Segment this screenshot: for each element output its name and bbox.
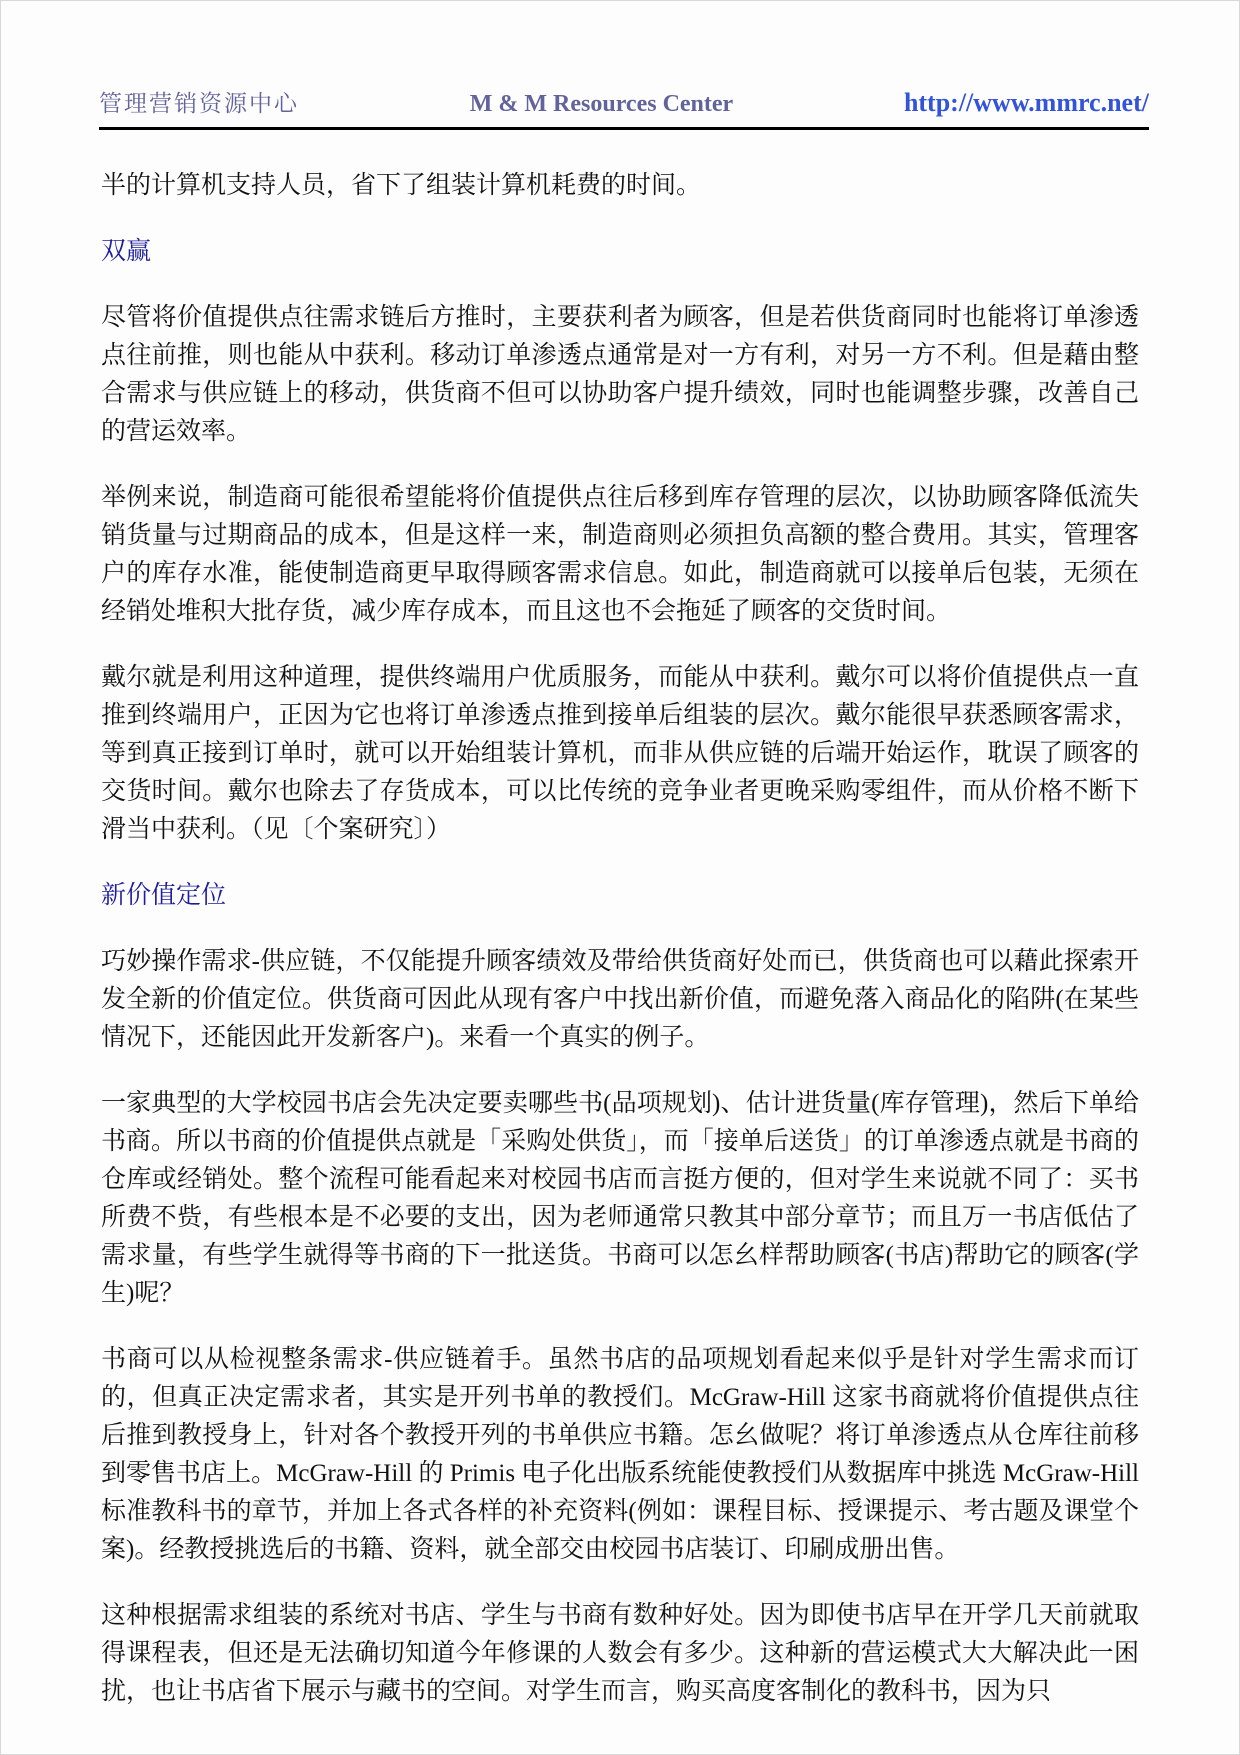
page-header xyxy=(99,1,1149,130)
paragraph: 尽管将价值提供点往需求链后方推时，主要获利者为顾客，但是若供货商同时也能将订单渗透点往前推，则也能从中获利。移动订单渗透点通常是对一方有利，对另一方不利。但是藉由整合需求与供应链上的移动，供货商不但可以协助客户提升绩效，同时也能调整步骤，改善自己的营运效率。 xyxy=(101,304,1139,445)
header-site-name-cn: 管理营销资源中心 xyxy=(99,91,299,116)
section-heading: 新价值定位 xyxy=(101,882,227,909)
section-heading: 双赢 xyxy=(101,238,152,265)
header-site-name-en: M & M Resources Center xyxy=(469,91,734,117)
paragraph: 半的计算机支持人员，省下了组装计算机耗费的时间。 xyxy=(101,172,702,199)
paragraph: 巧妙操作需求-供应链，不仅能提升顾客绩效及带给供货商好处而已，供货商也可以藉此探索开发全新的价值定位。供货商可因此从现有客户中找出新价值，而避免落入商品化的陷阱(在某些情况下，还能因此开发新客户)。来看一个真实的例子。 xyxy=(101,948,1139,1051)
header-url-link[interactable]: http://www.mmrc.net/ xyxy=(903,88,1149,117)
paragraph: 戴尔就是利用这种道理，提供终端用户优质服务，而能从中获利。戴尔可以将价值提供点一直推到终端用户，正因为它也将订单渗透点推到接单后组装的层次。戴尔能很早获悉顾客需求，等到真正接到订单时，就可以开始组装计算机，而非从供应链的后端开始运作，耽误了顾客的交货时间。戴尔也除去了存货成本，可以比传统的竞争业者更晚采购零组件，而从价格不断下滑当中获利。（见〔个案研究〕） xyxy=(101,664,1139,843)
paragraph: 举例来说，制造商可能很希望能将价值提供点往后移到库存管理的层次，以协助顾客降低流失销货量与过期商品的成本，但是这样一来，制造商则必须担负高额的整合费用。其实，管理客户的库存水准，能使制造商更早取得顾客需求信息。如此，制造商就可以接单后包装，无须在经销处堆积大批存货，减少库存成本，而且这也不会拖延了顾客的交货时间。 xyxy=(101,484,1139,625)
document-body xyxy=(101,130,1139,1711)
paragraph: 书商可以从检视整条需求-供应链着手。虽然书店的品项规划看起来似乎是针对学生需求而订的，但真正决定需求者，其实是开列书单的教授们。McGraw-Hill 这家书商就将价值提供点往后推到教授身上，针对各个教授开列的书单供应书籍。怎幺做呢？将订单渗透点从仓库往前移到零售书店上。McGraw-Hill 的 Primis 电子化出版系统能使教授们从数据库中挑选 McGraw-Hill 标准教科书的章节，并加上各式各样的补充资料(例如：课程目标、授课提示、考古题及课堂个案)。经教授挑选后的书籍、资料，就全部交由校园书店装订、印刷成册出售。 xyxy=(101,1346,1139,1563)
paragraph: 这种根据需求组装的系统对书店、学生与书商有数种好处。因为即使书店早在开学几天前就取得课程表，但还是无法确切知道今年修课的人数会有多少。这种新的营运模式大大解决此一困扰，也让书店省下展示与藏书的空间。对学生而言，购买高度客制化的教科书，因为只 xyxy=(101,1602,1139,1705)
paragraph: 一家典型的大学校园书店会先决定要卖哪些书(品项规划)、估计进货量(库存管理)，然后下单给书商。所以书商的价值提供点就是「采购处供货」，而「接单后送货」的订单渗透点就是书商的仓库或经销处。整个流程可能看起来对校园书店而言挺方便的，但对学生来说就不同了：买书所费不赀，有些根本是不必要的支出，因为老师通常只教其中部分章节；而且万一书店低估了需求量，有些学生就得等书商的下一批送货。书商可以怎幺样帮助顾客(书店)帮助它的顾客(学生)呢？ xyxy=(101,1090,1139,1307)
